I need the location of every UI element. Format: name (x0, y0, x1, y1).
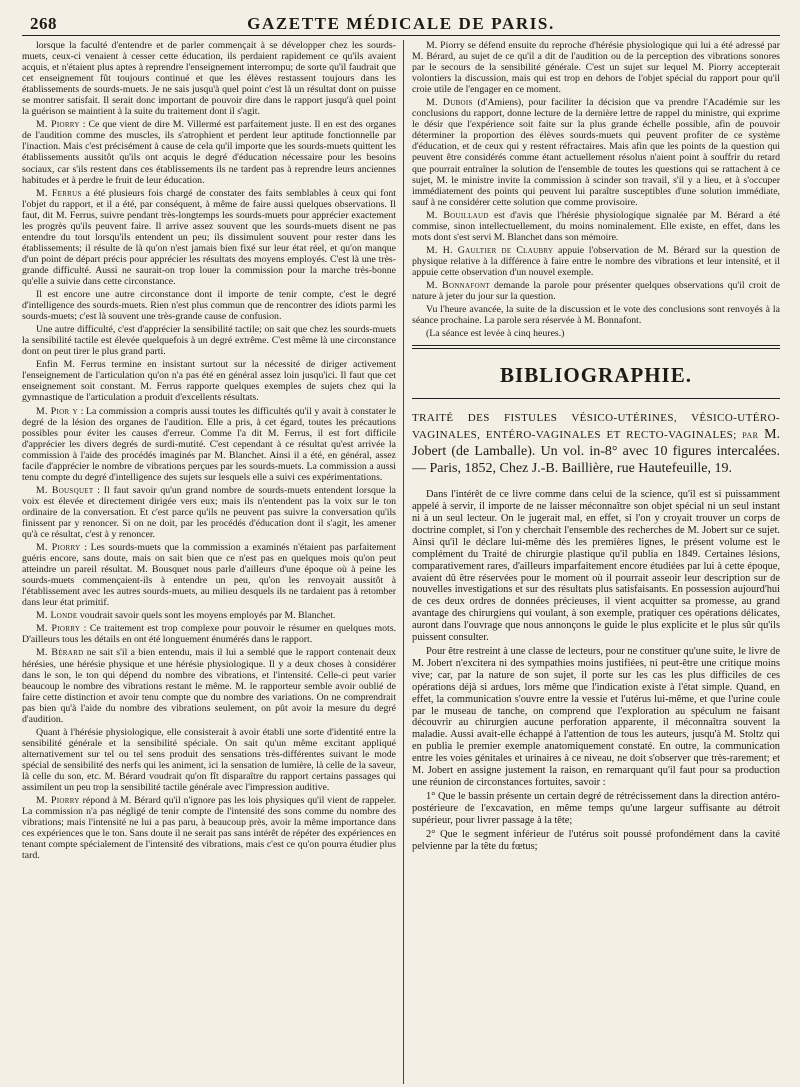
paragraph-text: (La séance est levée à cinq heures.) (426, 328, 565, 340)
paragraph (22, 727, 396, 793)
paragraph (412, 489, 780, 644)
paragraph-text: ne sait s'il a bien entendu, mais il lui a semblé que le rapport contenait deux hérésies, une hérésie physique et une hérésie physiologique. Il y a deux choses à considérer dans le son, le ton qui dépend du nombre des vibrations, et l'intensité. Celle-ci peut varier beaucoup le nombre des vibrations restant le même. M. le rapporteur semble avoir oublié de faire cette distinction et avoir tenu compte que du nombre des variations. On ne comprendrait pas bien qu'à l'aide du nombre des vibrations seulement, on pût avoir la mesure du degré d'audition. (22, 647, 396, 725)
book-title-main: TRAITÉ DES FISTULES VÉSICO-UTÉRINES, VÉSICO-UTÉRO-VAGINALES, ENTÉRO-VAGINALES ET RECTO-VAGINALES; par (412, 412, 780, 442)
bibliography-review (412, 489, 780, 852)
speaker-name: M. Piorry (36, 795, 80, 807)
section-rule-thin (412, 348, 780, 349)
bibliography-heading: BIBLIOGRAPHIE. (412, 363, 780, 399)
speaker-name: M. Bonnafont (426, 279, 490, 291)
paragraph (22, 485, 396, 540)
paragraph-text: : Il faut savoir qu'un grand nombre de sourds-muets entendent lorsque la voix est élevée et directement dirigée vers eux; mais ils n'entendent pas la voix sur le ton ordinaire de la conversation. Et c'est parce qu'ils ne peuvent pas suivre la conversation qu'ils finissent par y renoncer. Si on ne doit, par les procédés d'éducation dont il s'agit, les amener qu'à ce résultat, c'est à y renoncer. (22, 484, 396, 541)
paragraph-text: (d'Amiens), pour faciliter la décision que va prendre l'Académie sur les conclusions du rapport, donne lecture de la dernière lettre de rappel du ministre, qui exprime le désir que l'expérience soit faite sur la plus grande échelle possible, afin de pouvoir déterminer la proportion des élèves sourds-muets qui peuvent profiter de ce système d'éducation, et de ceux qui y restent réfractaires. Mais afin que les points de la question qui peuvent être considérés comme étant actuellement résolus n'aient point à souffrir du retard que pourrait entraîner la solution de l'ensemble de toutes les questions qui se rattachent à ce sujet, M. le ministre invite la commission à scinder son travail, s'il y a lieu, et à s'occuper immédiatement des points qui peuvent lui paraître susceptibles d'une solution immédiate, sauf à ne considérer cette solution que comme provisoire. (412, 97, 780, 208)
paragraph (412, 280, 780, 302)
paragraph-text: a été plusieurs fois chargé de constater des faits semblables à ceux qui font l'objet du rapport, et il a été, par conséquent, à même de faire aussi quelques observations. Il faut, dit M. Ferrus, suivre pendant très-longtemps les sourds-muets pour apprécier exactement les progrès qu'ils peuvent faire. Il arrive assez souvent que les sourds-muets disent ne pas entendre du tout lorsqu'ils entendent un peu; ils dissimulent souvent pour rester dans les établissements; il résulte de là qu'on n'est jamais bien fixé sur leur état réel, et qu'on manque d'un point de départ précis pour apprécier les résultats des moyens employés. C'est là une très-grande difficulté. Aussi ne saurait-on trop louer la commission pour la marche très-bonne qu'elle a suivie dans cette circonstance. (22, 187, 396, 287)
paragraph-text: répond à M. Bérard qu'il n'ignore pas les lois physiques qu'il vient de rappeler. La commission n'a pas négligé de tenir compte de l'intensité des sons comme du nombre des vibrations; mais l'intensité ne lui a pas paru, à beaucoup près, avoir la même importance dans ces expériences que le ton. Sans doute il ne serait pas sans intérêt de répéter des expériences en tenant compte spécialement de l'intensité des vibrations, mais c'est ce qu'on pourra étudier plus tard. (22, 795, 396, 862)
paragraph (412, 829, 780, 853)
paragraph (22, 406, 396, 483)
speaker-name: M. Bousquet (36, 484, 94, 496)
paragraph (22, 119, 396, 185)
speaker-name: M. Pior y (36, 405, 78, 417)
speaker-name: M. Ferrus (36, 187, 82, 199)
paragraph (22, 359, 396, 403)
paragraph (412, 791, 780, 827)
column-divider (403, 40, 404, 1084)
left-column (22, 40, 396, 1084)
paragraph (22, 188, 396, 287)
journal-title: GAZETTE MÉDICALE DE PARIS. (247, 14, 555, 33)
speaker-name: M. Piorry (36, 542, 81, 554)
paragraph (22, 623, 396, 645)
page-number: 268 (30, 14, 57, 33)
paragraph (22, 647, 396, 724)
book-title (412, 409, 780, 477)
paragraph-text: : Les sourds-muets que la commission a examinés n'étaient pas parfaitement guéris encore, sans doute, mais on sait bien que ce n'est pas en quelques mois qu'on peut atteindre un pareil résultat. M. Bousquet nous parle d'ailleurs d'une époque où à peine les sourds-muets commençaient-ils à entendre un peu, qu'on les renvoyait aussitôt à l'établissement avec les autres sourds-muets, au milieu desquels ils ne tardaient pas à retomber dans leur état primitif. (22, 542, 396, 609)
paragraph-text: demande la parole pour présenter quelques observations qu'il croit de nature à jeter du jour sur la question. (412, 279, 780, 303)
speaker-name: M. Piorry (36, 119, 80, 131)
paragraph-text: 2° Que le segment inférieur de l'utérus soit poussé profondément dans la cavité pelvienne par la tête du fœtus; (412, 828, 780, 852)
paragraph-text: voudrait savoir quels sont les moyens employés par M. Blanchet. (79, 610, 336, 622)
section-rule (412, 345, 780, 346)
paragraph (22, 289, 396, 322)
session-minutes (412, 40, 780, 339)
paragraph-text: lorsque la faculté d'entendre et de parler commençait à se développer chez les sourds-muets, ceux-ci venaient à cesser cette éducation, ils perdaient rapidement ce qu'ils avaient acquis, et n'étaient plus aptes à reprendre l'enseignement interrompu; de sorte qu'il faudrait que cet enseignement fût toujours continué et que les élèves restassent toujours dans les établissements de sourds-muets. Je ne sais jusqu'à quel point c'est là un résultat dont on puisse se montrer satisfait. Il serait donc important de pouvoir dire dans le rapport jusqu'à quel point la guérison se maintient à la suite du traitement dont il s'agit. (22, 40, 396, 118)
paragraph (412, 328, 780, 339)
paragraph (412, 304, 780, 326)
paragraph-text: Vu l'heure avancée, la suite de la discussion et le vote des conclusions sont renvoyés à la séance prochaine. La parole sera réservée à M. Bonnafont. (412, 304, 780, 327)
speaker-name: M. H. Gaultier de Claubry (426, 244, 554, 256)
paragraph (412, 210, 780, 243)
paragraph-text: : Ce que vient de dire M. Villermé est parfaitement juste. Il en est des organes de l'audition comme des muscles, ils s'atrophient et perdent leur aptitude fonctionnelle par l'inaction. Mais c'est précisément à cause de cela qu'il importe que les sourds-muets quittent les établissements aussitôt qu'ils ont acquis le degré d'éducation nécessaire pour les besoins sociaux, car s'ils restent dans ces établissements ils ne tardent pas à reprendre leurs anciennes habitudes et à perdre le fruit de leur éducation. (22, 119, 396, 186)
paragraph (412, 97, 780, 207)
paragraph-text: Quant à l'hérésie physiologique, elle consisterait à avoir établi une sorte d'identité entre la sensibilité générale et la sensibilité spéciale. On sait qu'un même excitant appliqué alternativement sur tel ou tel sens produit des sensations très-différentes suivant le mode spécial de sensibilité des nerfs qui les animent, ici la sensation de lumière, là celle de la saveur, là celle du son, etc. M. Bérard voudrait qu'on fît disparaître du rapport certains passages qui assimilent un peu trop la sensibilité tactile générale avec l'impression auditive. (22, 726, 396, 794)
paragraph-text: Une autre difficulté, c'est d'apprécier la sensibilité tactile; on sait que chez les sourds-muets la sensibilité tactile est élevée quelquefois à un degré extrême. C'est même là une circonstance dont on peut tirer le plus grand parti. (22, 324, 396, 358)
speaker-name: M. Bérard (36, 647, 84, 659)
paragraph (22, 542, 396, 608)
speaker-name: M. Londe (36, 610, 78, 622)
paragraph-text: Enfin M. Ferrus termine en insistant surtout sur la nécessité de diriger activement l'enseignement de l'articulation qu'on n'a pas été en général assez loin jusqu'ici. Il faut que cet enseignement soit constant. M. Ferrus rapporte quelques exemples de sujets chez qui la gymnastique de l'articulation a produit d'excellents résultats. (22, 359, 396, 404)
right-column (412, 40, 780, 1084)
paragraph-text: 1° Que le bassin présente un certain degré de rétrécissement dans la direction antéro-postérieure de l'excavation, en même temps qu'une largeur suffisante au détroit supérieur, pour livrer passage à la tête; (412, 790, 780, 826)
paragraph (22, 610, 396, 621)
paragraph-text: : La commission a compris aussi toutes les difficultés qu'il y avait à constater le degré de la lésion des organes de l'audition. Elle a pris, à cet égard, toutes les précautions possibles pour éviter les causes d'erreur. Comme l'a dit M. Ferrus, il est fort difficile d'apprécier les divers degrés de surdi-mutité. C'est cependant à ce résultat qu'est arrivée la commission à l'aide des procédés imaginés par M. Blanchet. Ainsi il a été, en général, assez facile d'apprécier le nombre de vibrations perçues par les sourds-muets. La commission a aussi tenu compte du degré d'intelligence des sujets sur lesquels elle a suivi ces expérimentations. (22, 405, 396, 483)
paragraph (412, 40, 780, 95)
speaker-name: M. Piorry (36, 623, 81, 635)
paragraph-text: appuie l'observation de M. Bérard sur la question de physique relative à la différence à faire entre le nombre des vibrations et leur intensité, et il appuie cette observation d'un nouvel exemple. (412, 244, 780, 278)
paragraph (412, 245, 780, 278)
page-header (22, 8, 780, 36)
paragraph-text: est d'avis que l'hérésie physiologique signalée par M. Bérard a été commise, sinon intellectuellement, du moins nominalement. Elle existe, en effet, dans les mots dont s'est servi M. Blanchet dans son mémoire. (412, 209, 780, 243)
paragraph (22, 40, 396, 117)
paragraph (22, 324, 396, 357)
speaker-name: M. Bouillaud (426, 209, 489, 221)
paragraph (412, 646, 780, 789)
paragraph-text: Il est encore une autre circonstance dont il importe de tenir compte, c'est le degré d'intelligence des sourds-muets. Rien n'est plus commun que de rencontrer des idiots parmi les sourds-muets; c'est là souvent une très-grande cause de confusion. (22, 289, 396, 323)
paragraph (22, 795, 396, 861)
paragraph-text: Dans l'intérêt de ce livre comme dans celui de la science, qu'il est si puissamment appelé à servir, il importe de ne laisser méconnaître son objet spécial ni un seul instant ni à un seul lecteur. On le jugerait mal, en effet, si l'on y croyait trouver un corps de doctrine complet, si l'on y cherchait l'ensemble des recherches de M. Jobert sur ce sujet. Ainsi qu'il le déclare lui-même dès les premières lignes, le présent volume est le complément du Traité de chirurgie plastique qu'il publia en 1849. Certaines lésions, comparativement rares, d'ailleurs imparfaitement encore étudiées par lui à cette époque, avaient dû être réservées pour le moment où il pourrait asseoir leur description sur de nouvelles investigations et sur des résultats plus satisfaisants. En possession aujourd'hui de ces deux ordres de données précieuses, il vient acquitter sa promesse, au grand avantage des chirurgiens qui voulant, à son exemple, pratiquer ces opérations délicates, auront dans l'ouvrage que nous annonçons le guide le plus explicite et le plus sûr qu'ils puissent consulter. (412, 489, 780, 644)
article-columns (22, 40, 780, 1084)
speaker-name: M. Dubois (426, 97, 473, 109)
paragraph-text: Pour être restreint à une classe de lecteurs, pour ne constituer qu'une suite, le livre de M. Jobert n'excitera ni des sympathies moins justifiées, ni peut-être une critique moins vive; car, par la nature de son sujet, il porte sur les cas les plus difficiles de ces opérations déjà si ardues, lors même que l'indication existe à l'état simple. Quand, en effet, la communication s'ouvre entre la vessie et l'utérus lui-même, et que l'urine coule par le museau de tanche, on comprend que l'exploration au spéculum ne faisant découvrir au chirurgien aucune perforation apparente, il méconnaîtra souvent la maladie. Aussi avait-elle échappé à l'attention de tous les auteurs, jusqu'à M. Stoltz qui en publia le premier exemple anatomiquement constaté. En outre, la communication entre les voies génitales et urinaires à ce niveau, ne doit s'observer que très-rarement; et M. Jobert en assigne justement la raison, en remarquant qu'il faut pour sa production une réunion de circonstances fortuites, savoir : (412, 646, 780, 788)
paragraph-text: M. Piorry se défend ensuite du reproche d'hérésie physiologique qui lui a été adressé par M. Bérard, au sujet de ce qu'il a dit de l'audition ou de la perception des vibrations sonores par le secours de la sensibilité générale. C'est un sujet sur lequel M. Piorry accepterait volontiers la discussion, mais qui est trop en dehors de l'objet spécial du rapport pour qu'il croie utile de l'engager en ce moment. (412, 40, 780, 96)
book-details: M. Jobert (de Lamballe). Un vol. in-8° avec 10 figures intercalées. — Paris, 1852, Chez J.-B. Baillière, rue Hautefeuille, 19. (412, 427, 780, 477)
paragraph-text: : Ce traitement est trop complexe pour pouvoir le résumer en quelques mots. D'ailleurs tous les détails en ont été longuement énumérés dans le rapport. (22, 623, 396, 646)
